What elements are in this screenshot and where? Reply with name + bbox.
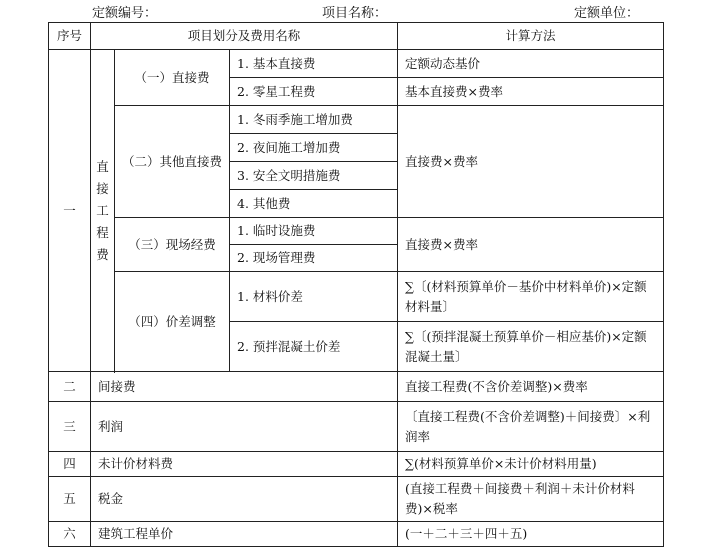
item-name: 2. 零星工程费 — [230, 78, 398, 106]
section-method: 〔直接工程费(不含价差调整)＋间接费〕×利润率 — [398, 402, 664, 452]
group-method: 直接费×费率 — [398, 218, 664, 272]
group-name: （四）价差调整 — [115, 272, 230, 372]
table-row — [49, 402, 664, 452]
group-name: （二）其他直接费 — [115, 106, 230, 218]
section-name: 税金 — [91, 477, 398, 522]
vertical-char: 直 — [96, 158, 109, 174]
item-method: 定额动态基价 — [398, 50, 664, 78]
table-row — [49, 372, 664, 402]
section-no: 五 — [49, 477, 91, 522]
table-row — [49, 106, 664, 134]
item-method: 基本直接费×费率 — [398, 78, 664, 106]
item-name: 1. 基本直接费 — [230, 50, 398, 78]
section-name-vertical — [91, 50, 115, 372]
section-no: 三 — [49, 402, 91, 452]
table-row — [49, 452, 664, 477]
group-name: （三）现场经费 — [115, 218, 230, 272]
item-name: 1. 临时设施费 — [230, 218, 398, 245]
section-method: ∑(材料预算单价×未计价材料用量) — [398, 452, 664, 477]
group-name: （一）直接费 — [115, 50, 230, 106]
section-method: 直接工程费(不含价差调整)×费率 — [398, 372, 664, 402]
section-no: 六 — [49, 522, 91, 547]
item-name: 1. 冬雨季施工增加费 — [230, 106, 398, 134]
item-name: 1. 材料价差 — [230, 272, 398, 322]
col-header-name: 项目划分及费用名称 — [91, 23, 398, 50]
col-header-method: 计算方法 — [398, 23, 664, 50]
section-no: 一 — [49, 50, 91, 372]
vertical-char: 费 — [96, 246, 109, 262]
section-name: 利润 — [91, 402, 398, 452]
section-name: 建筑工程单价 — [91, 522, 398, 547]
table-row — [49, 218, 664, 245]
table-row — [49, 477, 664, 522]
project-name-label: 项目名称： — [322, 6, 388, 21]
section-name: 间接费 — [91, 372, 398, 402]
section-no: 四 — [49, 452, 91, 477]
group-method: 直接费×费率 — [398, 106, 664, 218]
vertical-char: 接 — [96, 180, 109, 196]
section-method: (直接工程费＋间接费＋利润＋未计价材料费)×税率 — [398, 477, 664, 522]
unit-price-table — [48, 22, 664, 547]
item-method: ∑〔(材料预算单价－基价中材料单价)×定额材料量〕 — [398, 272, 664, 322]
item-name: 4. 其他费 — [230, 190, 398, 218]
vertical-char: 程 — [96, 224, 109, 240]
item-method: ∑〔(预拌混凝土预算单价－相应基价)×定额混凝土量〕 — [398, 322, 664, 372]
table-row — [49, 272, 664, 322]
vertical-char: 工 — [96, 202, 109, 218]
item-name: 3. 安全文明措施费 — [230, 162, 398, 190]
col-header-no: 序号 — [49, 23, 91, 50]
section-method: (一＋二＋三＋四＋五) — [398, 522, 664, 547]
table-row — [49, 50, 664, 78]
item-name: 2. 预拌混凝土价差 — [230, 322, 398, 372]
quota-number-label: 定额编号： — [92, 6, 158, 21]
section-no: 二 — [49, 372, 91, 402]
quota-unit-label: 定额单位： — [574, 6, 640, 21]
item-name: 2. 夜间施工增加费 — [230, 134, 398, 162]
item-name: 2. 现场管理费 — [230, 245, 398, 272]
section-name: 未计价材料费 — [91, 452, 398, 477]
table-row — [49, 522, 664, 547]
table-header-row — [49, 23, 664, 50]
